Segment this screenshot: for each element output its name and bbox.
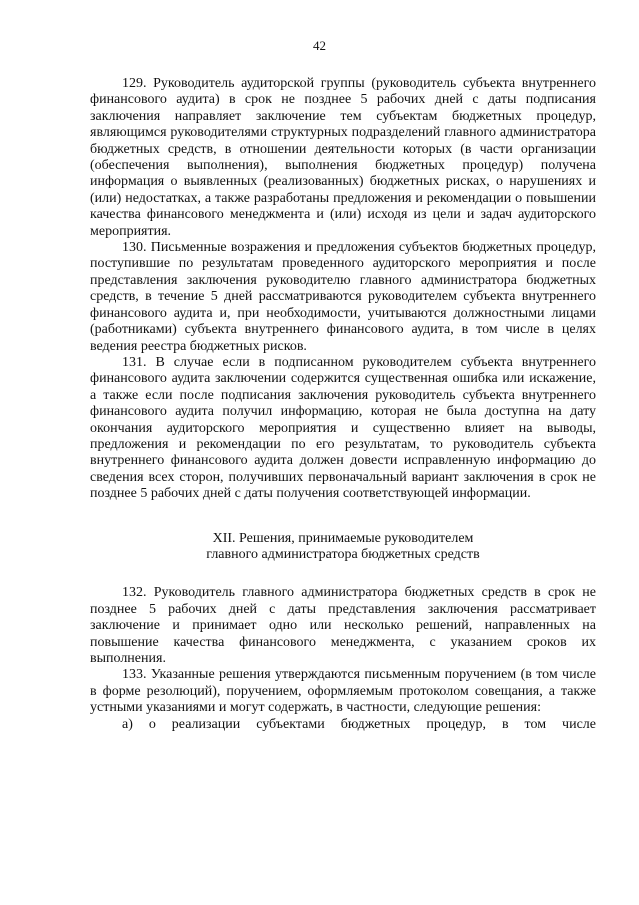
paragraph-132: 132. Руководитель главного администратора бюджетных средств в срок не позднее 5 рабочих дней с даты представления заключения рассматривает заключение и принимает одно или несколько решений, направленных на повышение качества финансового менеджмента, с указанием сроков их выполнения. bbox=[90, 585, 596, 666]
page-number: 42 bbox=[313, 38, 326, 53]
paragraph-129: 129. Руководитель аудиторской группы (руководитель субъекта внутреннего финансового аудита) в срок не позднее 5 рабочих дней с даты подписания заключения направляет заключение тем субъектам бюджетных процедур, являющимся руководителями структурных подразделений главного администратора бюджетных средств, в отношении деятельности которых (в части организации (обеспечения выполнения), выполнения бюджетных процедур) получена информация о выявленных (реализованных) бюджетных рисках, о нарушениях и (или) недостатках, а также разработаны предложения и рекомендации о повышении качества финансового менеджмента и (или) исходя из цели и задач аудиторского мероприятия. bbox=[90, 76, 596, 239]
section-heading-line-1: XII. Решения, принимаемые руководителем bbox=[212, 530, 474, 546]
subparagraph-a: а) о реализации субъектами бюджетных процедур, в том числе bbox=[122, 716, 596, 732]
section-heading-line-2: главного администратора бюджетных средств bbox=[206, 546, 480, 562]
paragraph-130: 130. Письменные возражения и предложения субъектов бюджетных процедур, поступившие по результатам проведенного аудиторского мероприятия и после представления заключения руководителю главного администратора бюджетных средств, в течение 5 дней рассматриваются руководителем субъекта внутреннего финансового аудита и, при необходимости, учитываются должностными лицами (работниками) субъекта внутреннего финансового аудита, в том числе в целях ведения реестра бюджетных рисков. bbox=[90, 240, 596, 354]
paragraph-131: 131. В случае если в подписанном руководителем субъекта внутреннего финансового аудита заключении содержится существенная ошибка или искажение, а также если после подписания заключения руководитель субъекта внутреннего финансового аудита получил информацию, которая не была доступна на дату окончания аудиторского мероприятия и существенно влияет на выводы, предложения и рекомендации по его результатам, то руководитель субъекта внутреннего финансового аудита должен довести исправленную информацию до сведения всех сторон, получивших первоначальный вариант заключения в срок не позднее 5 рабочих дней с даты получения соответствующей информации. bbox=[90, 354, 596, 502]
paragraph-133: 133. Указанные решения утверждаются письменным поручением (в том числе в форме резолюций), поручением, оформляемым протоколом совещания, а также устными указаниями и могут содержать, в частности, следующие решения: bbox=[90, 667, 596, 716]
document-body bbox=[90, 76, 596, 733]
section-heading bbox=[90, 531, 596, 564]
